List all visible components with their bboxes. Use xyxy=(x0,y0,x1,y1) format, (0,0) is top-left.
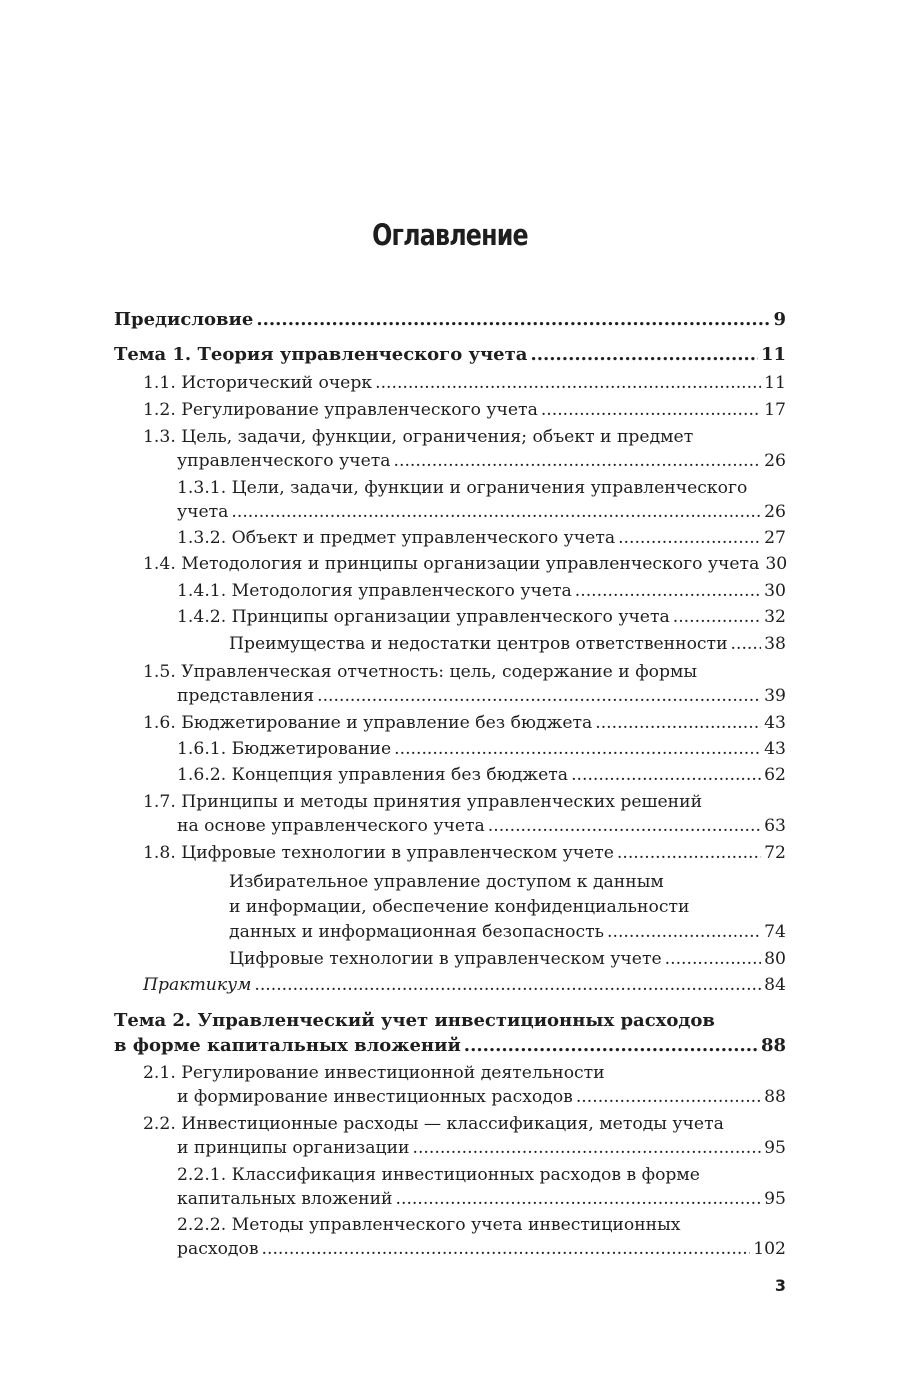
toc-entry-page: 9 xyxy=(773,309,786,330)
toc-entry-title: Тема 1. Теория управленческого учета xyxy=(114,344,528,365)
leader-dots xyxy=(394,737,761,761)
toc-entry-page: 27 xyxy=(764,528,786,548)
leader-dots xyxy=(231,500,761,524)
toc-entry[interactable] xyxy=(177,500,786,524)
toc-entry[interactable] xyxy=(143,973,786,997)
page-number: 3 xyxy=(774,1276,786,1295)
leader-dots xyxy=(571,763,761,787)
leader-dots xyxy=(618,526,761,550)
toc-entry-page: 30 xyxy=(764,581,786,601)
toc-entry[interactable] xyxy=(177,526,786,550)
toc-entry-title: управленческого учета xyxy=(177,451,391,471)
toc-entry-title: расходов xyxy=(177,1239,259,1259)
toc-entry-title-line: 1.3.1. Цели, задачи, функции и ограничения управленческого xyxy=(177,478,748,498)
leader-dots xyxy=(617,841,761,865)
toc-entry[interactable] xyxy=(177,449,786,473)
toc-entry-page: 72 xyxy=(764,843,786,863)
toc-entry-title-line: 2.1. Регулирование инвестиционной деятельности xyxy=(143,1063,605,1083)
toc-entry[interactable] xyxy=(143,711,786,735)
toc-entry-page: 95 xyxy=(764,1189,786,1209)
toc-entry-title: Цифровые технологии в управленческом учете xyxy=(229,949,662,969)
leader-dots xyxy=(262,1237,751,1261)
toc-entry[interactable] xyxy=(114,1034,786,1058)
toc-entry[interactable] xyxy=(177,763,786,787)
leader-dots xyxy=(576,1085,761,1109)
toc-entry-page: 43 xyxy=(764,739,786,759)
toc-entry-title: в форме капитальных вложений xyxy=(114,1035,461,1056)
leader-dots xyxy=(375,371,761,395)
toc-entry-page: 32 xyxy=(764,607,786,627)
toc-entry-title: 1.3.2. Объект и предмет управленческого учета xyxy=(177,528,616,548)
leader-dots xyxy=(396,1187,762,1211)
leader-dots xyxy=(317,684,761,708)
toc-entry-page: 26 xyxy=(764,451,786,471)
leader-dots xyxy=(731,632,762,656)
toc-entry[interactable] xyxy=(177,684,786,708)
toc-entry[interactable] xyxy=(143,841,786,865)
toc-entry[interactable] xyxy=(143,552,786,576)
leader-dots xyxy=(673,605,761,629)
toc-entry-title: Преимущества и недостатки центров ответственности xyxy=(229,634,728,654)
toc-entry-page: 84 xyxy=(764,975,786,995)
leader-dots xyxy=(256,308,770,332)
toc-entry-title-line: 2.2.2. Методы управленческого учета инвестиционных xyxy=(177,1215,681,1235)
toc-entry[interactable] xyxy=(177,1136,786,1160)
toc-entry-title-line: 2.2. Инвестиционные расходы — классификация, методы учета xyxy=(143,1114,724,1134)
leader-dots xyxy=(413,1136,762,1160)
toc-entry-page: 95 xyxy=(764,1138,786,1158)
toc-entry-title: и формирование инвестиционных расходов xyxy=(177,1087,573,1107)
toc-entry-title-line: 1.7. Принципы и методы принятия управленческих решений xyxy=(143,792,703,812)
toc-entry[interactable] xyxy=(143,398,786,422)
toc-entry[interactable] xyxy=(177,1085,786,1109)
toc-entry-title: 1.4.1. Методология управленческого учета xyxy=(177,581,572,601)
toc-entry-page: 102 xyxy=(753,1239,786,1259)
toc-entry-page: 39 xyxy=(764,686,786,706)
toc-entry-page: 17 xyxy=(764,400,786,420)
toc-entry[interactable] xyxy=(177,605,786,629)
toc-entry-title: данных и информационная безопасность xyxy=(229,922,605,942)
toc-entry[interactable] xyxy=(114,308,786,332)
toc-entry-title-line: Избирательное управление доступом к данным xyxy=(229,872,664,892)
toc-entry-title-line: 2.2.1. Классификация инвестиционных расходов в форме xyxy=(177,1165,700,1185)
leader-dots xyxy=(541,398,761,422)
toc-entry[interactable] xyxy=(229,920,786,944)
toc-entry-title: 1.6.1. Бюджетирование xyxy=(177,739,392,759)
leader-dots xyxy=(530,343,757,367)
toc-entry[interactable] xyxy=(114,343,786,367)
toc-entry[interactable] xyxy=(143,371,786,395)
toc-entry-page: 43 xyxy=(764,713,786,733)
toc-entry[interactable] xyxy=(177,1187,786,1211)
toc-entry-title-line: Тема 2. Управленческий учет инвестиционных расходов xyxy=(114,1010,715,1031)
toc-entry[interactable] xyxy=(177,579,786,603)
toc-entry[interactable] xyxy=(177,1237,786,1261)
toc-entry-title: на основе управленческого учета xyxy=(177,816,485,836)
toc-entry-page: 74 xyxy=(764,922,786,942)
toc-entry-title-line: 1.3. Цель, задачи, функции, ограничения; объект и предмет xyxy=(143,427,694,447)
toc-entry-title: Практикум xyxy=(143,975,252,995)
toc-entry-title-line: 1.5. Управленческая отчетность: цель, содержание и формы xyxy=(143,662,698,682)
leader-dots xyxy=(575,579,761,603)
toc-entry-page: 62 xyxy=(764,765,786,785)
leader-dots xyxy=(595,711,761,735)
toc-entry-title: 1.2. Регулирование управленческого учета xyxy=(143,400,538,420)
leader-dots xyxy=(607,920,761,944)
toc-entry-page: 30 xyxy=(765,554,788,574)
toc-entry-title: 1.6.2. Концепция управления без бюджета xyxy=(177,765,569,785)
leader-dots xyxy=(394,449,762,473)
leader-dots xyxy=(488,814,761,838)
toc-entry-page: 80 xyxy=(764,949,786,969)
toc-entry[interactable] xyxy=(229,947,786,971)
toc-entry-title: Предисловие xyxy=(114,309,254,330)
toc-entry-page: 26 xyxy=(764,502,786,522)
toc-entry-title: 1.4.2. Принципы организации управленческого учета xyxy=(177,607,670,627)
leader-dots xyxy=(665,947,761,971)
toc-entry-title: и принципы организации xyxy=(177,1138,410,1158)
toc-entry[interactable] xyxy=(177,814,786,838)
toc-title: Оглавление xyxy=(372,218,528,252)
toc-entry-title: учета xyxy=(177,502,229,522)
toc-entry-title: 1.8. Цифровые технологии в управленческом учете xyxy=(143,843,614,863)
toc-entry-page: 63 xyxy=(764,816,786,836)
toc-entry[interactable] xyxy=(229,632,786,656)
toc-entry-title: 1.4. Методология и принципы организации управленческого учета xyxy=(143,554,760,574)
toc-entry-title: 1.1. Исторический очерк xyxy=(143,373,373,393)
toc-entry-title: 1.6. Бюджетирование и управление без бюджета xyxy=(143,713,593,733)
toc-entry-page: 11 xyxy=(760,344,786,365)
toc-entry-title-line: и информации, обеспечение конфиденциальности xyxy=(229,897,690,917)
toc-entry[interactable] xyxy=(177,737,786,761)
toc-entry-page: 38 xyxy=(764,634,786,654)
leader-dots xyxy=(464,1034,758,1058)
toc-entry-page: 88 xyxy=(764,1087,786,1107)
leader-dots xyxy=(254,973,761,997)
toc-entry-page: 88 xyxy=(760,1035,786,1056)
toc-entry-title: представления xyxy=(177,686,315,706)
toc-entry-page: 11 xyxy=(764,373,786,393)
toc-entry-title: капитальных вложений xyxy=(177,1189,393,1209)
